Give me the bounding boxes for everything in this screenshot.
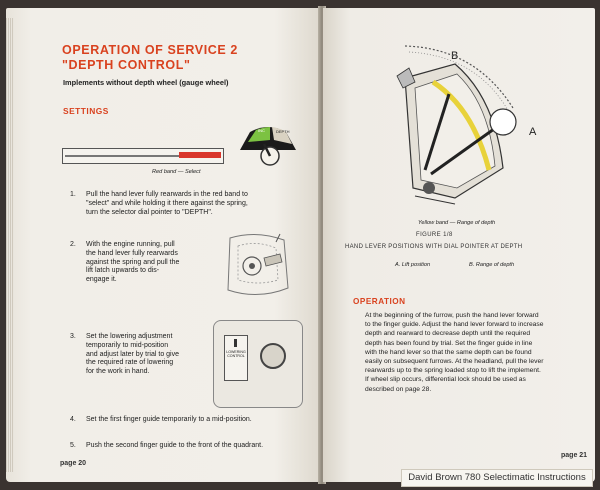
dial-label-depth: DEPTH: [276, 129, 290, 134]
step-2-line: engage it.: [86, 276, 117, 284]
legend-b: B. Range of depth: [469, 262, 515, 268]
operation-text: [365, 311, 587, 394]
operation-line: depth and rearward to decrease depth until the required: [365, 330, 531, 338]
page-title: [62, 43, 238, 73]
step-2-text: [86, 241, 218, 285]
operation-line: rearwards up to the spring loaded stop to lift the implement.: [365, 367, 541, 375]
step-3-line: the required rate of lowering: [86, 359, 174, 367]
step-1-text: [86, 191, 318, 217]
step-3-number: 3.: [70, 333, 76, 340]
step-2-number: 2.: [70, 241, 76, 248]
page-edge: [6, 18, 14, 472]
step-5-text: Push the second finger guide to the front of the quadrant.: [86, 442, 264, 449]
figure-number: FIGURE 1/8: [416, 232, 453, 238]
red-band-caption: Red band — Select: [152, 169, 201, 175]
step-1-number: 1.: [70, 191, 76, 198]
operation-line: At the beginning of the furrow, push the hand lever forward: [365, 312, 539, 319]
step-2-line: the hand lever fully rearwards: [86, 249, 178, 257]
step-1-line: Pull the hand lever fully rearwards in the red band to: [86, 191, 248, 198]
lowering-knob-icon: [260, 343, 286, 369]
step-3-line: for the work in hand.: [86, 368, 150, 376]
operation-line: If wheel slip occurs, differential lock should be used as: [365, 376, 526, 384]
title-line-1: OPERATION OF SERVICE 2: [62, 43, 238, 57]
selector-dial-icon: [236, 120, 300, 170]
step-2-line: lift latch upwards to dis-: [86, 267, 160, 275]
operation-line: described on page 28.: [365, 385, 432, 393]
yellow-band-caption: Yellow band — Range of depth: [418, 220, 496, 226]
step-4-number: 4.: [70, 416, 76, 423]
label-a: A: [529, 126, 537, 138]
title-line-2: "DEPTH CONTROL": [62, 58, 191, 72]
lowering-control-label: LOWERING CONTROL: [226, 350, 246, 359]
operation-line: easily on subsequent furrows. At the headland, pull the lever: [365, 358, 544, 366]
dial-label-inc: INC: [258, 128, 265, 133]
figure-title: HAND LEVER POSITIONS WITH DIAL POINTER AT DEPTH: [345, 244, 523, 250]
step-1-line: "select" and while holding it there against the spring,: [86, 199, 248, 207]
step-3-line: temporarily to mid-position: [86, 341, 169, 349]
step-3-line: and adjust later by trial to give: [86, 350, 179, 358]
red-band: [179, 152, 221, 158]
operation-line: with the hand lever so that the same depth can be found: [365, 348, 532, 356]
quadrant-band-diagram: [62, 148, 224, 164]
right-page: [323, 8, 595, 482]
step-5-number: 5.: [70, 442, 76, 449]
page-number-right: page 21: [561, 452, 588, 459]
step-3-line: Set the lowering adjustment: [86, 333, 173, 340]
legend-a: A. Lift position: [395, 262, 431, 268]
operation-line: depth has been found by trial. Set the finger guide in line: [365, 339, 533, 347]
step-4-text: Set the first finger guide temporarily to a mid-position.: [86, 416, 252, 423]
lift-latch-drawing: [218, 228, 296, 306]
lowering-control-panel: [213, 320, 303, 408]
left-page: [6, 8, 322, 482]
step-2-line: With the engine running, pull: [86, 241, 175, 248]
step-2-line: against the spring and pull the: [86, 258, 180, 266]
settings-heading: SETTINGS: [63, 106, 109, 116]
label-b: B: [451, 50, 459, 62]
quadrant-lever-drawing: [385, 38, 535, 213]
operation-line: to the finger guide. Adjust the hand lever forward to increase: [365, 321, 544, 329]
operation-heading: OPERATION: [353, 297, 406, 306]
step-1-line: turn the selector dial pointer to "DEPTH".: [86, 208, 213, 216]
page-number-left: page 20: [60, 460, 87, 467]
indicator-mark: [234, 339, 237, 347]
credit-caption: David Brown 780 Selectimatic Instructions: [401, 469, 593, 487]
lowering-control-plate: [224, 335, 248, 381]
subtitle: Implements without depth wheel (gauge wheel): [63, 78, 229, 87]
step-3-text: [86, 333, 216, 377]
